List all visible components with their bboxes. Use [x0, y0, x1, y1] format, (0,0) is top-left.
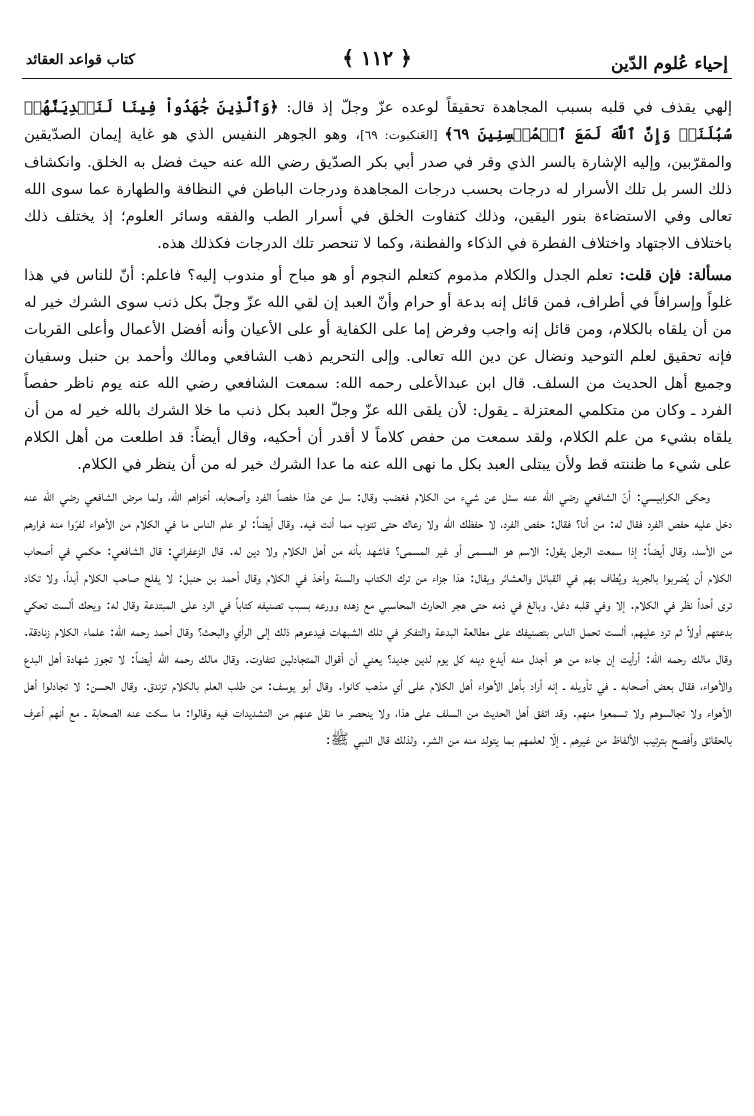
page-number: ﴿ ١١٢ ﴾ — [342, 46, 412, 70]
book-section-title: كتاب قواعد العقائد — [26, 52, 136, 68]
verse-reference: [العَنكبوت: ٦٩] — [360, 128, 445, 142]
paragraph-3 — [24, 483, 732, 753]
paragraph-1 — [24, 94, 732, 257]
page-header — [22, 32, 732, 80]
paragraph-2 — [24, 262, 732, 478]
page-body — [24, 94, 732, 1100]
paragraph-1-text-b: ، وهو الجوهر النفيس الذي هو غاية إيمان الصدّيقين والمقرّبين، وإليه الإشارة بالسر الذي وقر في صدر أبي بكر الصدّيق رضي الله عنه حيث فضل به الخلق. وانكشاف ذلك السر بل تلك الأسرار له درجات بحسب درجات المجاهدة ودرجات الباطن في النظافة والطهارة عما سوى الله تعالى وفي الاستضاءة بنور اليقين، وذلك كتفاوت الخلق في أسرار الطب والفقه وسائر العلوم؛ إذ يختلف ذلك باختلاف الاجتهاد واختلاف الفطرة في الذكاء والفطنة، وكما لا تنحصر تلك الدرجات فكذلك هذه. — [24, 125, 732, 252]
header-divider — [22, 78, 732, 79]
issue-label: مسألة: فإن قلت: — [612, 266, 732, 284]
paragraph-2-text: تعلم الجدل والكلام مذموم كتعلم النجوم أو هو مباح أو مندوب إليه؟ فاعلم: أنّ للناس في هذا غلواً وإسرافاً في أطراف، فمن قائل إنه بدعة أو حرام وأنّ العبد إن لقي الله عزّ وجلّ بكل ذنب سوى الشرك خير له من أن يلقاه بالكلام، ومن قائل إنه واجب وفرض إما على الكفاية أو على الأعيان وأنه أفضل الأعمال وأعلى القربات فإنه تحقيق لعلم التوحيد ونضال عن دين الله تعالى. وإلى التحريم ذهب الشافعي ومالك وأحمد بن حنبل وسفيان وجميع أهل الحديث من السلف. قال ابن عبدالأعلى رحمه الله: سمعت الشافعي رضي الله عنه يوم ناظر حفصاً الفرد ـ وكان من متكلمي المعتزلة ـ يقول: لأن يلقى الله عزّ وجلّ العبد بكل ذنب ما خلا الشرك بالله خير له من أن يلقاه بشيء من علم الكلام، ولقد سمعت من حفص كلاماً لا أقدر أن أحكيه، وقال أيضاً: قد اطلعت من أهل الكلام على شيء ما ظننته قط ولأن يبتلى العبد بكل ما نهى الله عنه ما عدا الشرك خير له من أن ينظر في الكلام. — [24, 266, 732, 473]
book-title: إحياء عُلوم الدّين — [611, 54, 728, 74]
paragraph-3-text: وحكى الكرابيسي: أنّ الشافعي رضي الله عنه سئل عن شيء من الكلام فغضب وقال: سل عن هذا حفصاً الفرد وأصحابه، أخزاهم الله، ولما مرض الشافعي رضي الله عنه دخل عليه حفص الفرد فقال له: من أنا؟ فقال: حفص الفرد، لا حفظك الله ولا رعاك حتى تتوب مما أنت فيه. وقال أيضاً: لو علم الناس ما في الكلام من الأهواء لفرّوا منه فرارهم من الأسد، وقال أيضاً: إذا سمعت الرجل يقول: الاسم هو المسمى أو غير المسمى؟ فاشهد بأنه من أهل الكلام ولا دين له. قال الزعفراني: قال الشافعي: حكمي في أصحاب الكلام أن يُضربوا بالجريد ويُطاف بهم في القبائل والعشائر ويقال: هذا جزاء من ترك الكتاب والسنة وأخذ في الكلام وقال أحمد بن حنبل: لا يفلح صاحب الكلام أبداً، ولا تكاد ترى أحداً نظر في الكلام. إلا وفي قلبه دغل، وبالغ في ذمه حتى هجر الحارث المحاسبي مع زهده وورعه بسبب تصنيفه كتاباً في الرد على المبتدعة وقال له: ويحك ألست تحكي بدعتهم أولاً ثم ترد عليهم، ألست تحمل الناس بتصنيفك على مطالعة البدعة والتفكر في تلك الشبهات فيدعوهم ذلك إلى الرأي والبحث؟ وقال أحمد رحمه الله: علماء الكلام زنادقة. وقال مالك رحمه الله: أرأيت إن جاءه من هو أجدل منه أيدع دينه كل يوم لدين جديد؟ يعني أن أقوال المتجادلين تتفاوت. وقال مالك رحمه الله أيضاً: لا تجوز شهادة أهل البدع والأهواء، فقال بعض أصحابه ـ في تأويله ـ إنه أراد بأهل الأهواء أهل الكلام على أي مذهب كانوا. وقال أبو يوسف: من طلب العلم بالكلام تزندق. وقال الحسن: لا تجادلوا أهل الأهواء ولا تجالسوهم ولا تسمعوا منهم. وقد اتفق أهل الحديث من السلف على هذا، ولا ينحصر ما نقل عنهم من التشديدات فيه وقالوا: ما سكت عنه الصحابة ـ مع أنهم أعرف بالحقائق وأفصح بترتيب الألفاظ من غيرهم ـ إلّا لعلمهم بما يتولد منه من الشر. ولذلك قال النبي ﷺ: — [24, 487, 732, 748]
quran-verse: ﴿وَٱلَّذِينَ جَٰهَدُواْ فِينَا لَنَهۡدِيَنَّهُمۡ سُبُلَنَاۚ وَإِنَّ ٱللَّهَ لَمَعَ ٱلۡمُحۡسِنِينَ ٦٩﴾ — [24, 98, 732, 143]
paragraph-1-text-a: إلهي يقذف في قلبه بسبب المجاهدة تحقيقاً لوعده عزّ وجلّ إذ قال: — [278, 98, 732, 116]
